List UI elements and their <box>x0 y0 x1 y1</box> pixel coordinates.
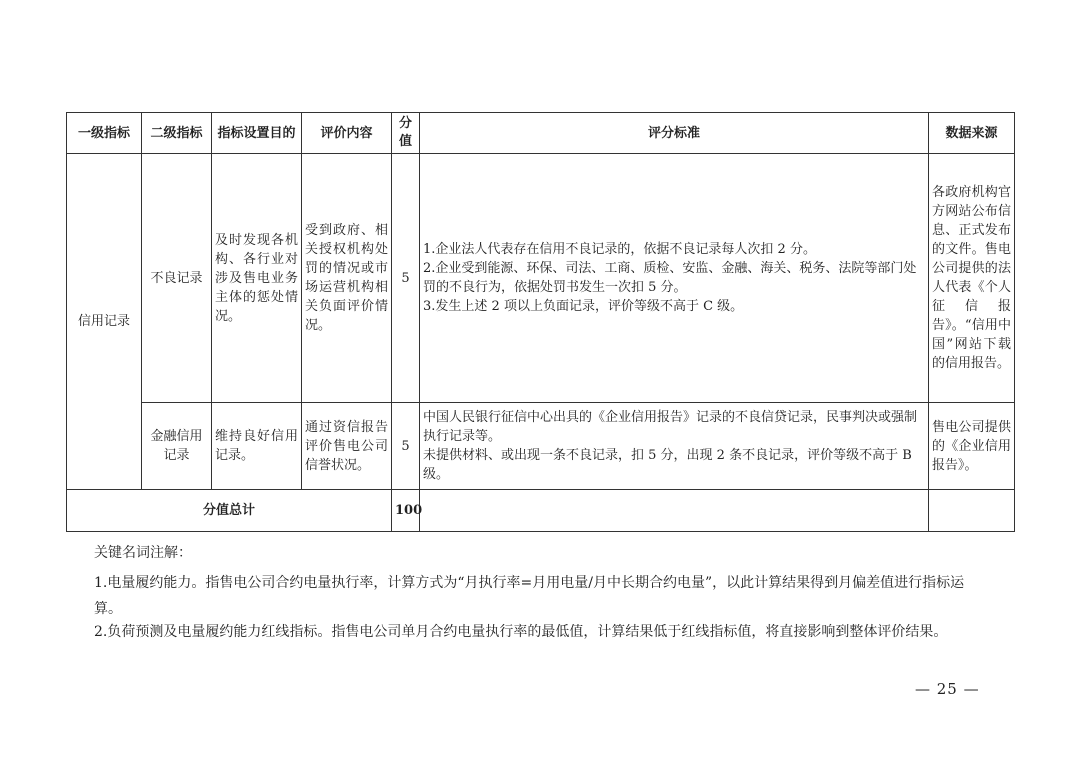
table-row <box>67 403 1015 490</box>
total-empty-cell <box>929 490 1015 532</box>
header-content: 评价内容 <box>302 113 392 154</box>
header-criteria: 评分标准 <box>420 113 929 154</box>
level2-cell: 金融信用记录 <box>142 403 212 490</box>
table-row <box>67 154 1015 403</box>
criteria-item: 2.企业受到能源、环保、司法、工商、质检、安监、金融、海关、税务、法院等部门处罚的不良行为，依据处罚书发生一次扣 5 分。 <box>423 261 917 295</box>
criteria-cell <box>420 154 929 403</box>
purpose-cell: 及时发现各机构、各行业对涉及售电业务主体的惩处情况。 <box>212 154 302 403</box>
page-number: — 25 — <box>915 680 980 698</box>
criteria-cell <box>420 403 929 490</box>
note-item: 2.负荷预测及电量履约能力红线指标。指售电公司单月合约电量执行率的最低值，计算结果低于红线指标值，将直接影响到整体评价结果。 <box>94 624 948 640</box>
purpose-cell: 维持良好信用记录。 <box>212 403 302 490</box>
table-header-row <box>67 113 1015 154</box>
criteria-item: 未提供材料、或出现一条不良记录，扣 5 分，出现 2 条不良记录，评价等级不高于 B 级。 <box>423 448 912 482</box>
note-item: 1.电量履约能力。指售电公司合约电量执行率，计算方式为“月执行率=月用电量/月中长期合约电量”，以此计算结果得到月偏差值进行指标运算。 <box>94 575 965 617</box>
content-cell: 通过资信报告评价售电公司信誉状况。 <box>302 403 392 490</box>
total-empty-cell <box>420 490 929 532</box>
header-level2: 二级指标 <box>142 113 212 154</box>
source-cell: 各政府机构官方网站公布信息、正式发布的文件。售电公司提供的法人代表《个人征信报告》。“信用中国”网站下载的信用报告。 <box>929 154 1015 403</box>
total-label: 分值总计 <box>67 490 392 532</box>
notes-heading: 关键名词注解： <box>94 545 192 561</box>
criteria-item: 3.发生上述 2 项以上负面记录，评价等级不高于 C 级。 <box>423 299 744 314</box>
header-score: 分 值 <box>392 113 420 154</box>
criteria-item: 1.企业法人代表存在信用不良记录的，依据不良记录每人次扣 2 分。 <box>423 242 816 257</box>
criteria-item: 中国人民银行征信中心出具的《企业信用报告》记录的不良信贷记录，民事判决或强制执行记录等。 <box>423 410 918 444</box>
total-value: 100 <box>392 490 420 532</box>
level1-cell: 信用记录 <box>67 154 142 490</box>
header-source: 数据来源 <box>929 113 1015 154</box>
header-purpose: 指标设置目的 <box>212 113 302 154</box>
total-row <box>67 490 1015 532</box>
score-cell: 5 <box>392 403 420 490</box>
evaluation-table <box>66 112 1015 532</box>
level2-cell: 不良记录 <box>142 154 212 403</box>
header-level1: 一级指标 <box>67 113 142 154</box>
source-cell: 售电公司提供的《企业信用报告》。 <box>929 403 1015 490</box>
score-cell: 5 <box>392 154 420 403</box>
content-cell: 受到政府、相关授权机构处罚的情况或市场运营机构相关负面评价情况。 <box>302 154 392 403</box>
